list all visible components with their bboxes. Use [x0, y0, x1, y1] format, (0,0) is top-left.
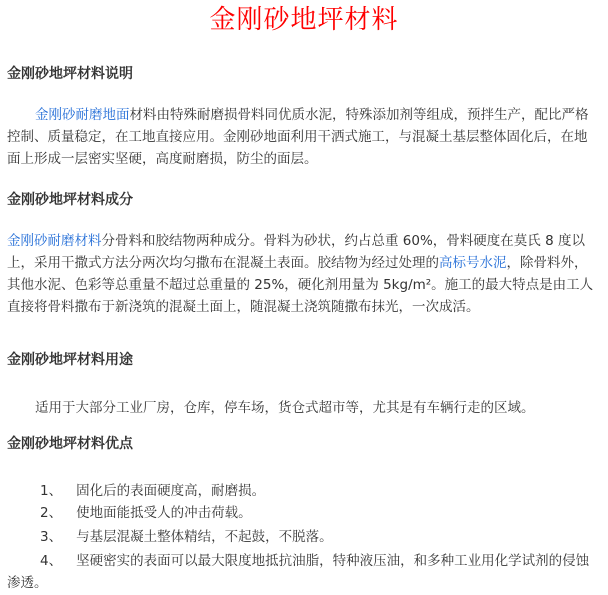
list-item-number: 1、	[40, 483, 63, 499]
link-wear-resistant-material[interactable]: 金刚砂耐磨材料	[7, 233, 102, 249]
list-item	[7, 502, 597, 524]
list-item-number: 4、	[40, 553, 63, 569]
description-paragraph	[7, 104, 597, 170]
page-title: 金刚砂地坪材料	[209, 5, 399, 35]
link-high-grade-cement[interactable]: 高标号水泥	[439, 255, 507, 271]
description-text: 材料由特殊耐磨损骨料同优质水泥，特殊添加剂等组成，预拌生产，配比严格控制、质量稳定，在工地直接应用。金刚砂地面利用干洒式施工，与混凝土基层整体固化后，在地面上形成一层密实坚硬，高度耐磨损，防尘的面层。	[7, 107, 589, 167]
usage-paragraph: 适用于大部分工业厂房，仓库，停车场，货仓式超市等，尤其是有车辆行走的区域。	[35, 400, 535, 416]
section-heading-usage: 金刚砂地坪材料用途	[7, 352, 133, 368]
list-item	[7, 550, 597, 594]
composition-text-2: ，除骨料外，其他水泥、色彩等总重量不超过总重量的 25%，硬化剂用量为 5kg/m²。施工的最大特点是由工人直接将骨料撒布于新浇筑的混凝土面上，随混凝土浇筑随撒布抹光，一次成活。	[7, 255, 594, 315]
section-heading-composition: 金刚砂地坪材料成分	[7, 192, 133, 208]
list-item-number: 3、	[40, 529, 63, 545]
list-item-text: 与基层混凝土整体精结，不起鼓，不脱落。	[76, 529, 333, 545]
section-heading-advantages: 金刚砂地坪材料优点	[7, 436, 133, 452]
composition-text-1: 分骨料和胶结物两种成分。骨料为砂状，约占总重 60%，骨料硬度在莫氏 8 度以上，采用干撒式方法分两次均匀撒布在混凝土表面。胶结物为经过处理的	[7, 233, 585, 271]
list-item-text: 固化后的表面硬度高，耐磨损。	[76, 483, 266, 499]
section-heading-description: 金刚砂地坪材料说明	[7, 66, 133, 82]
list-item-text: 坚硬密实的表面可以最大限度地抵抗油脂，特种液压油，和多种工业用化学试剂的侵蚀渗透。	[7, 553, 590, 591]
list-item-text: 使地面能抵受人的冲击荷载。	[76, 505, 252, 521]
link-wear-resistant-floor[interactable]: 金刚砂耐磨地面	[35, 107, 130, 123]
list-item-number: 2、	[40, 505, 63, 521]
composition-paragraph	[7, 230, 597, 318]
list-item	[7, 480, 597, 502]
list-item	[7, 526, 597, 548]
